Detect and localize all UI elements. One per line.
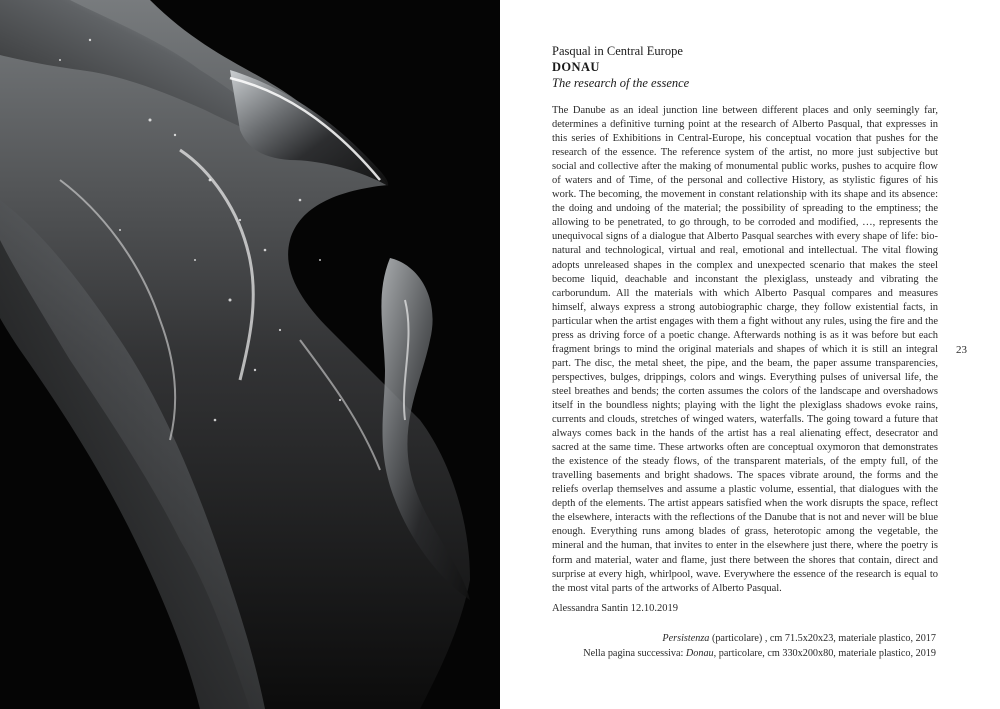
article-header (552, 43, 932, 91)
page-number: 23 (956, 344, 967, 356)
image-captions (552, 631, 936, 661)
essay-body: The Danube as an ideal junction line between different places and only seemingly far, determines a definitive turning point at the research of Alberto Pasqual, that expresses in this series of Exhibitions in Central-Europe, his conceptual vocation that pushes for the research of the essence. The reference system of the artist, no more just subjective but social and collective after the making of monumental public works, pushes to acquire flow of waters and of Time, of the personal and collective History, as stylistic figures of his work. The becoming, the movement in constant relationship with its shape and its absence: the doing and undoing of the material; the possibility of spreading to the emptiness; the allowing to be penetrated, to go through, to be corroded and modified, …, represents the unequivocal signs of a dialogue that Alberto Pasqual searches with every shape of life: bio-natural and technological, virtual and real, emotional and intellectual. The vital flowing adopts unreleased shapes in the complex and unexpected scenario that makes the steel become liquid, deachable and inconstant the plexiglass, unsteady and vibrating the carborundum. All the materials with which Alberto Pasqual compares and measures himself, always express a strong autobiographic charge, they follow existential facts, in particular when the artist engages with them a fight without any rules, using the fire and the press as driving force of a poetic change. Afterwards nothing is as it was before but each fragment brings to mind the original materials and shapes of which it is still an integral part. The disc, the metal sheet, the pipe, and the beam, the paper assume transparencies, perspectives, bulges, drippings, colors and wings. Everything pulses of universal life, the steel breathes and bends; the corten assumes the colors of the landscape and overshadows itself in the boundless nights; playing with the light the plexiglass shadows evoke rains, currents and clouds, stretches of winged waters, waterfalls. The going toward a future that always comes back in the hands of the artist has a real alienating effect, desecrator and sacred at the same time. These artworks often are conceptual oxymoron that demonstrates the existence of the steady flows, of the transparent materials, of the empty full, of the travelling basements and bright shadows. The spaces vibrate around, the forms and the reliefs overlap themselves and assume a plastic volume, essential, that dialogues with the depth of the elements. The artist appears satisfied when the work disrupts the space, reflect the elsewhere, interacts with the reflections of the Danube that is not and never will be blue enough. Everything runs among blades of grass, heterotopic among the vegetable, the mineral and the human, that invites to enter in the elsewhere just there, where the poetry is form and material, water and flame, just there between the shores that contain, direct and surprise at every high, whirlpool, wave. Everywhere the essence of the research is equal to the most vital parts of the artworks of Alberto Pasqual. (552, 105, 938, 594)
article-subtitle: The research of the essence (552, 76, 690, 90)
caption-line-1 (552, 631, 936, 646)
section-kicker: Pasqual in Central Europe (552, 44, 683, 58)
article-title: DONAU (552, 60, 600, 74)
caption-2-title: Donau (685, 648, 714, 659)
text-page (500, 0, 1000, 709)
caption-1-details: (particolare) , cm 71.5x20x23, materiale plastico, 2017 (709, 633, 936, 644)
caption-line-2 (552, 646, 936, 661)
caption-2-prefix: Nella pagina successiva: (583, 648, 686, 659)
author-signature: Alessandra Santin 12.10.2019 (552, 603, 678, 614)
caption-1-title: Persistenza (662, 633, 710, 644)
caption-2-details: , particolare, cm 330x200x80, materiale plastico, 2019 (713, 648, 936, 659)
